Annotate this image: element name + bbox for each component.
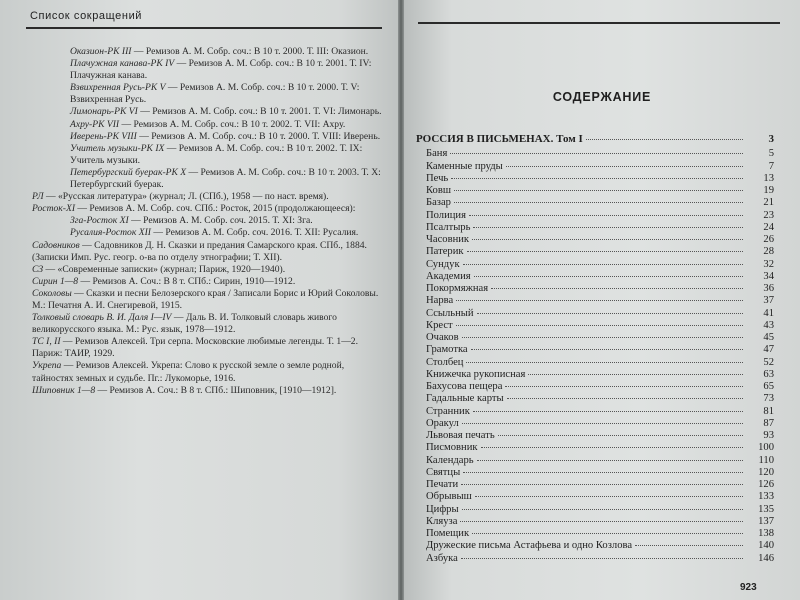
abbreviation-description: — Ремизов А. М. Собр. соч. 2016. Т. XII: Русалия. bbox=[151, 227, 359, 239]
toc-page-number: 110 bbox=[758, 454, 774, 466]
abbreviation-description: — Ремизов А. М. Собр. соч.: В 10 т. 2000. Т. V: Взвихренная Русь. bbox=[70, 82, 360, 106]
abbreviation-term: Садовников bbox=[32, 239, 80, 251]
toc-leader bbox=[463, 264, 743, 265]
toc-leader bbox=[477, 313, 743, 314]
abbreviation-description: — Ремизов А. М. Собр. соч.: В 10 т. 2000. Т. III: Оказион. bbox=[131, 46, 369, 57]
header-rule bbox=[26, 27, 382, 29]
toc-title: Академия bbox=[426, 270, 471, 282]
toc-title: Святцы bbox=[426, 466, 461, 478]
toc-page-number: 13 bbox=[763, 172, 774, 184]
toc-page-number: 47 bbox=[763, 344, 774, 356]
toc-title: Печь bbox=[426, 172, 449, 184]
toc-page-number: 63 bbox=[763, 368, 774, 380]
toc-leader bbox=[456, 325, 743, 326]
toc-title: Нарва bbox=[426, 295, 454, 307]
toc-title: Столбец bbox=[426, 356, 464, 368]
abbreviation-term: Укрепа bbox=[32, 360, 62, 372]
toc-row[interactable] bbox=[416, 271, 774, 283]
abbreviation-entry bbox=[32, 106, 384, 118]
toc-leader bbox=[460, 521, 743, 522]
toc-page-number: 5 bbox=[768, 148, 774, 160]
abbreviation-description: — Ремизов А. М. Собр. соч. 2015. Т. XI: Зга. bbox=[128, 215, 313, 227]
toc-row[interactable] bbox=[416, 393, 774, 405]
toc-title: Календарь bbox=[426, 454, 474, 466]
toc-title: Кляуза bbox=[426, 515, 458, 527]
toc-leader bbox=[473, 411, 743, 412]
toc-row[interactable] bbox=[416, 455, 774, 467]
toc-title: Грамотка bbox=[426, 344, 468, 356]
toc-leader bbox=[506, 166, 743, 167]
toc-leader bbox=[454, 190, 743, 191]
abbreviation-term: ТС I, II bbox=[32, 336, 61, 348]
toc-leader bbox=[451, 178, 743, 179]
toc-page-number: 7 bbox=[768, 160, 774, 172]
abbreviation-term: Плачужная канава-РК IV bbox=[70, 58, 175, 70]
toc-row[interactable] bbox=[416, 553, 774, 565]
toc-page-number: 126 bbox=[758, 479, 774, 490]
toc-row[interactable] bbox=[416, 320, 774, 332]
toc-row[interactable] bbox=[416, 344, 774, 356]
toc-page-number: 23 bbox=[763, 209, 774, 221]
toc-page-number: 43 bbox=[763, 319, 774, 331]
toc-page-number: 45 bbox=[763, 332, 774, 343]
toc-page-number: 138 bbox=[758, 528, 774, 539]
abbreviation-term: РЛ bbox=[32, 191, 44, 203]
abbreviation-description: — Сказки и песни Белозерского края / Записали Борис и Юрий Соколовы. М.: Печатня А. И. Снегиревой, 1915. bbox=[32, 287, 379, 311]
toc-row[interactable] bbox=[416, 234, 774, 246]
toc-title: Странник bbox=[426, 405, 470, 417]
toc-leader bbox=[461, 558, 743, 559]
toc-page-number: 36 bbox=[763, 283, 774, 294]
toc-row[interactable] bbox=[416, 406, 774, 418]
abbreviation-description: — Ремизов Алексей. Три серпа. Московские любимые легенды. Т. 1—2. Париж: ТАИР, 1929. bbox=[32, 336, 358, 360]
toc-leader bbox=[528, 374, 743, 375]
abbreviation-term: Оказион-РК III bbox=[70, 46, 132, 57]
toc-page-number: 28 bbox=[763, 246, 774, 258]
toc-page-number: 120 bbox=[758, 466, 774, 478]
toc-page-number: 100 bbox=[758, 442, 774, 454]
abbreviation-entry bbox=[32, 58, 384, 82]
abbreviation-entry bbox=[32, 264, 384, 276]
page-number: 923 bbox=[740, 582, 757, 593]
toc-leader bbox=[467, 251, 743, 252]
abbreviation-description: — Ремизов А. М. Собр. соч.: В 10 т. 2000. Т. VIII: Иверень. bbox=[136, 130, 381, 142]
toc-row[interactable] bbox=[416, 479, 774, 491]
toc-row[interactable] bbox=[416, 161, 774, 173]
header-rule-right bbox=[418, 22, 780, 24]
abbreviation-term: Сирин 1—8 bbox=[32, 275, 79, 287]
abbreviation-entry bbox=[32, 82, 384, 106]
abbreviation-description: — Ремизов А. М. Собр. соч.: В 10 т. 2002. Т. VII: Ахру. bbox=[119, 118, 346, 130]
abbreviation-entry bbox=[32, 288, 384, 312]
abbreviation-entry bbox=[32, 203, 384, 215]
toc-title: Очаков bbox=[426, 332, 459, 343]
abbreviation-entry bbox=[32, 336, 384, 360]
toc-leader bbox=[472, 533, 743, 534]
abbreviation-description: — Ремизов А. М. Собр. соч.: В 10 т. 2001. Т. VI: Лимонарь. bbox=[137, 106, 382, 118]
abbreviation-term: СЗ bbox=[32, 263, 44, 275]
toc-title: Обрывыш bbox=[426, 491, 472, 503]
abbreviation-term: Шиповник 1—8 bbox=[32, 384, 96, 396]
abbreviation-entry bbox=[32, 360, 384, 384]
toc-leader bbox=[463, 472, 743, 473]
toc-leader bbox=[477, 460, 743, 461]
toc-leader bbox=[635, 545, 743, 546]
toc-title: Львовая печать bbox=[426, 430, 495, 441]
abbreviation-entry bbox=[32, 143, 384, 167]
toc-page-number: 34 bbox=[763, 270, 774, 282]
toc-page-number: 41 bbox=[763, 307, 774, 319]
toc-title: Ковш bbox=[426, 185, 451, 196]
toc-row[interactable] bbox=[416, 295, 774, 307]
toc-leader bbox=[471, 349, 743, 350]
contents-heading: СОДЕРЖАНИЕ bbox=[552, 90, 652, 104]
abbreviation-description: — «Русская литература» (журнал; Л. (СПб.), 1958 — по наст. время). bbox=[43, 191, 329, 203]
abbreviation-description: — Ремизов А. М. Собр. соч.: В 10 т. 2001. Т. IV: Плачужная канава. bbox=[70, 58, 372, 82]
abbreviation-list bbox=[32, 46, 384, 397]
toc-row[interactable] bbox=[416, 259, 774, 271]
abbreviation-entry bbox=[32, 227, 384, 239]
toc-title: Помещик bbox=[426, 528, 470, 539]
toc-title: Полиция bbox=[426, 209, 466, 221]
toc-title: Покормяжная bbox=[426, 283, 489, 294]
toc-leader bbox=[466, 362, 743, 363]
toc-section-page: 3 bbox=[768, 133, 774, 145]
toc-page-number: 24 bbox=[763, 221, 774, 233]
toc-page-number: 19 bbox=[763, 185, 774, 196]
toc-page-number: 133 bbox=[758, 491, 774, 503]
toc-page-number: 81 bbox=[763, 405, 774, 417]
toc-row[interactable] bbox=[416, 442, 774, 454]
toc-page-number: 73 bbox=[763, 393, 774, 405]
toc-title: Сундук bbox=[426, 258, 460, 270]
toc-page-number: 146 bbox=[758, 552, 774, 564]
running-head: Список сокращений bbox=[30, 10, 143, 22]
toc-title: Каменные пруды bbox=[426, 160, 503, 172]
toc-leader bbox=[456, 300, 743, 301]
toc-leader bbox=[461, 484, 743, 485]
toc-row[interactable] bbox=[416, 246, 774, 258]
abbreviation-description: — Ремизов А. М. Собр. соч.: В 10 т. 2003. Т. X: Петербургский буерак. bbox=[70, 166, 381, 191]
abbreviation-description: — Даль В. И. Толковый словарь живого великорусского языка. М.: Рус. язык, 1978—1912. bbox=[32, 312, 337, 336]
abbreviation-term: Зга-Росток XI bbox=[70, 215, 129, 227]
toc-leader bbox=[473, 227, 743, 228]
abbreviation-description: — Ремизов А. М. Собр. соч.: В 10 т. 2002. Т. IX: Учитель музыки. bbox=[70, 142, 363, 166]
abbreviation-term: Соколовы bbox=[32, 287, 72, 299]
abbreviation-description: — Садовников Д. Н. Сказки и предания Самарского края. СПб., 1884. (Записки Имп. Рус. геогр. о-ва по отделу этнографии; Т. XII). bbox=[32, 239, 367, 263]
abbreviation-term: Толковый словарь В. И. Даля I—IV bbox=[32, 312, 172, 324]
left-page bbox=[0, 0, 398, 600]
abbreviation-description: — «Современные записки» (журнал; Париж, 1920—1940). bbox=[43, 263, 286, 275]
toc-page-number: 52 bbox=[763, 356, 774, 368]
toc-title: Книжечка рукописная bbox=[426, 368, 526, 380]
toc-row[interactable] bbox=[416, 148, 774, 160]
toc-title: Крест bbox=[426, 319, 453, 331]
toc-row[interactable] bbox=[416, 332, 774, 344]
toc-leader bbox=[454, 202, 743, 203]
toc-page-number: 65 bbox=[763, 381, 774, 392]
abbreviation-term: Учитель музыки-РК IX bbox=[70, 142, 165, 154]
toc-row[interactable] bbox=[416, 381, 774, 393]
toc-row[interactable] bbox=[416, 308, 774, 320]
abbreviation-entry bbox=[32, 46, 384, 58]
toc-leader bbox=[586, 139, 743, 140]
toc-row[interactable] bbox=[416, 491, 774, 503]
table-of-contents bbox=[416, 133, 774, 565]
abbreviation-entry bbox=[32, 240, 384, 264]
abbreviation-description: — Ремизов Алексей. Укрепа: Слово к русской земле о земле родной, тайностях земных и судьбе. Пг.: Лукоморье, 1916. bbox=[32, 360, 345, 384]
toc-leader bbox=[505, 386, 743, 387]
abbreviation-description: — Ремизов А. М. Собр. соч. СПб.: Росток, 2015 (продолжающееся): bbox=[75, 203, 356, 215]
toc-title: Гадальные карты bbox=[426, 393, 504, 405]
toc-title: Оракул bbox=[426, 417, 459, 429]
toc-leader bbox=[462, 509, 743, 510]
toc-row[interactable] bbox=[416, 210, 774, 222]
toc-title: Дружеские письма Астафьева и одно Козлова bbox=[426, 540, 633, 552]
abbreviation-entry bbox=[32, 131, 384, 143]
toc-section-row[interactable] bbox=[416, 133, 774, 145]
toc-row[interactable] bbox=[416, 467, 774, 479]
toc-row[interactable] bbox=[416, 357, 774, 369]
toc-row[interactable] bbox=[416, 369, 774, 381]
toc-title: Ссыльный bbox=[426, 307, 474, 319]
toc-row[interactable] bbox=[416, 516, 774, 528]
toc-leader bbox=[469, 215, 743, 216]
toc-leader bbox=[450, 153, 743, 154]
toc-page-number: 37 bbox=[763, 295, 774, 307]
toc-page-number: 137 bbox=[758, 515, 774, 527]
toc-leader bbox=[462, 337, 743, 338]
toc-page-number: 32 bbox=[763, 258, 774, 270]
abbreviation-term: Лимонарь-РК VI bbox=[70, 106, 138, 118]
abbreviation-entry bbox=[32, 385, 384, 397]
toc-leader bbox=[507, 398, 743, 399]
abbreviation-term: Взвихренная Русь-РК V bbox=[70, 82, 166, 94]
toc-page-number: 93 bbox=[763, 430, 774, 441]
toc-leader bbox=[498, 435, 743, 436]
toc-row[interactable] bbox=[416, 418, 774, 430]
toc-row[interactable] bbox=[416, 504, 774, 516]
toc-title: Печати bbox=[426, 479, 459, 490]
toc-row[interactable] bbox=[416, 528, 774, 540]
toc-row[interactable] bbox=[416, 173, 774, 185]
toc-page-number: 140 bbox=[758, 540, 774, 552]
toc-row[interactable] bbox=[416, 185, 774, 197]
abbreviation-entry bbox=[32, 167, 384, 191]
toc-row[interactable] bbox=[416, 430, 774, 442]
toc-leader bbox=[462, 423, 743, 424]
toc-title: Цифры bbox=[426, 503, 459, 515]
toc-title: Псалтырь bbox=[426, 221, 471, 233]
abbreviation-term: Ахру-РК VII bbox=[70, 118, 120, 130]
abbreviation-entry bbox=[32, 191, 384, 203]
toc-page-number: 26 bbox=[763, 234, 774, 245]
toc-leader bbox=[474, 276, 743, 277]
toc-page-number: 135 bbox=[758, 503, 774, 515]
toc-page-number: 21 bbox=[763, 197, 774, 209]
abbreviation-description: — Ремизов А. Соч.: В 8 т. СПб.: Сирин, 1910—1912. bbox=[78, 275, 296, 287]
toc-leader bbox=[475, 496, 743, 497]
toc-row[interactable] bbox=[416, 197, 774, 209]
toc-title: Бахусова пещера bbox=[426, 381, 503, 392]
toc-row[interactable] bbox=[416, 540, 774, 552]
toc-leader bbox=[481, 447, 743, 448]
toc-title: Патерик bbox=[426, 246, 464, 258]
abbreviation-term: Иверень-РК VIII bbox=[70, 130, 137, 142]
toc-row[interactable] bbox=[416, 283, 774, 295]
abbreviation-entry bbox=[32, 119, 384, 131]
toc-title: Писмовник bbox=[426, 442, 478, 454]
toc-page-number: 87 bbox=[763, 417, 774, 429]
abbreviation-entry bbox=[32, 276, 384, 288]
toc-title: Часовник bbox=[426, 234, 470, 245]
toc-title: Базар bbox=[426, 197, 451, 209]
toc-leader bbox=[491, 288, 743, 289]
abbreviation-term: Петербургский буерак-РК X bbox=[70, 166, 187, 178]
abbreviation-term: Русалия-Росток XII bbox=[70, 227, 151, 239]
abbreviation-description: — Ремизов А. Соч.: В 8 т. СПб.: Шиповник, [1910—1912]. bbox=[95, 384, 337, 396]
abbreviation-entry bbox=[32, 215, 384, 227]
toc-section-title: РОССИЯ В ПИСЬМЕНАХ. Том I bbox=[416, 133, 583, 145]
toc-title: Баня bbox=[426, 148, 448, 160]
abbreviation-term: Росток-XI bbox=[32, 203, 76, 215]
toc-title: Азбука bbox=[426, 552, 458, 564]
toc-row[interactable] bbox=[416, 222, 774, 234]
toc-leader bbox=[472, 239, 743, 240]
abbreviation-entry bbox=[32, 312, 384, 336]
